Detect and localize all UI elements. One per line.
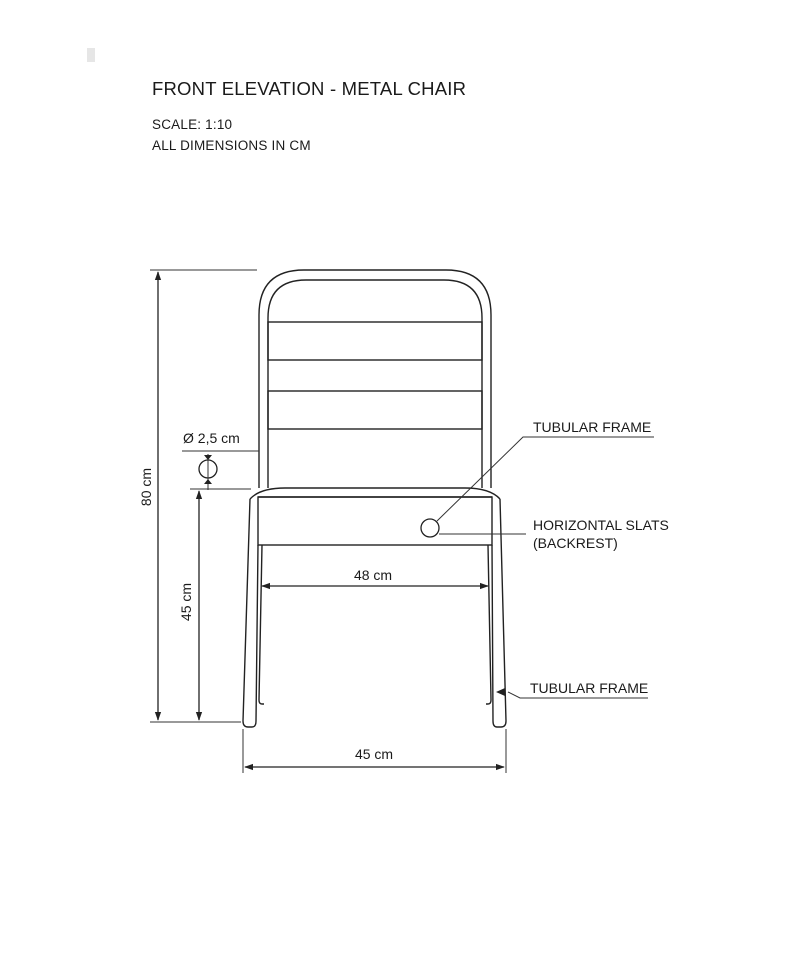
dim-total-height-label: 80 cm (138, 467, 154, 507)
callout-frame-lower-label: TUBULAR FRAME (530, 680, 649, 696)
backrest-frame-inner (268, 280, 482, 488)
dim-seat-width-label: 48 cm (353, 567, 393, 583)
backrest-slat-lower (268, 391, 482, 429)
tube-arrow-up (204, 479, 212, 484)
dim-seat-height-label: 45 cm (178, 582, 194, 622)
rear-leg-left (259, 545, 264, 704)
front-leg-left (243, 499, 258, 727)
scale-note: SCALE: 1:10 (152, 117, 233, 132)
callout-slats-label-2: (BACKREST) (533, 535, 618, 551)
backrest-slat-upper (268, 322, 482, 360)
callout-frame-upper-label: TUBULAR FRAME (533, 419, 652, 435)
seat-apron (258, 497, 492, 545)
callout-frame-lower-arrow (496, 688, 505, 696)
backrest-frame-outer (259, 270, 491, 488)
rear-leg-right (486, 545, 491, 704)
units-note: ALL DIMENSIONS IN CM (152, 138, 311, 153)
drawing-title: FRONT ELEVATION - METAL CHAIR (152, 78, 467, 99)
tube-arrow-down (204, 455, 212, 460)
dim-tube-diameter-label: Ø 2,5 cm (183, 430, 240, 446)
scan-mark (87, 48, 95, 62)
callout-frame-upper-leader (437, 437, 654, 521)
detail-bubble (421, 519, 439, 537)
dim-base-width-label: 45 cm (354, 746, 394, 762)
callout-slats-label-1: HORIZONTAL SLATS (533, 517, 669, 533)
